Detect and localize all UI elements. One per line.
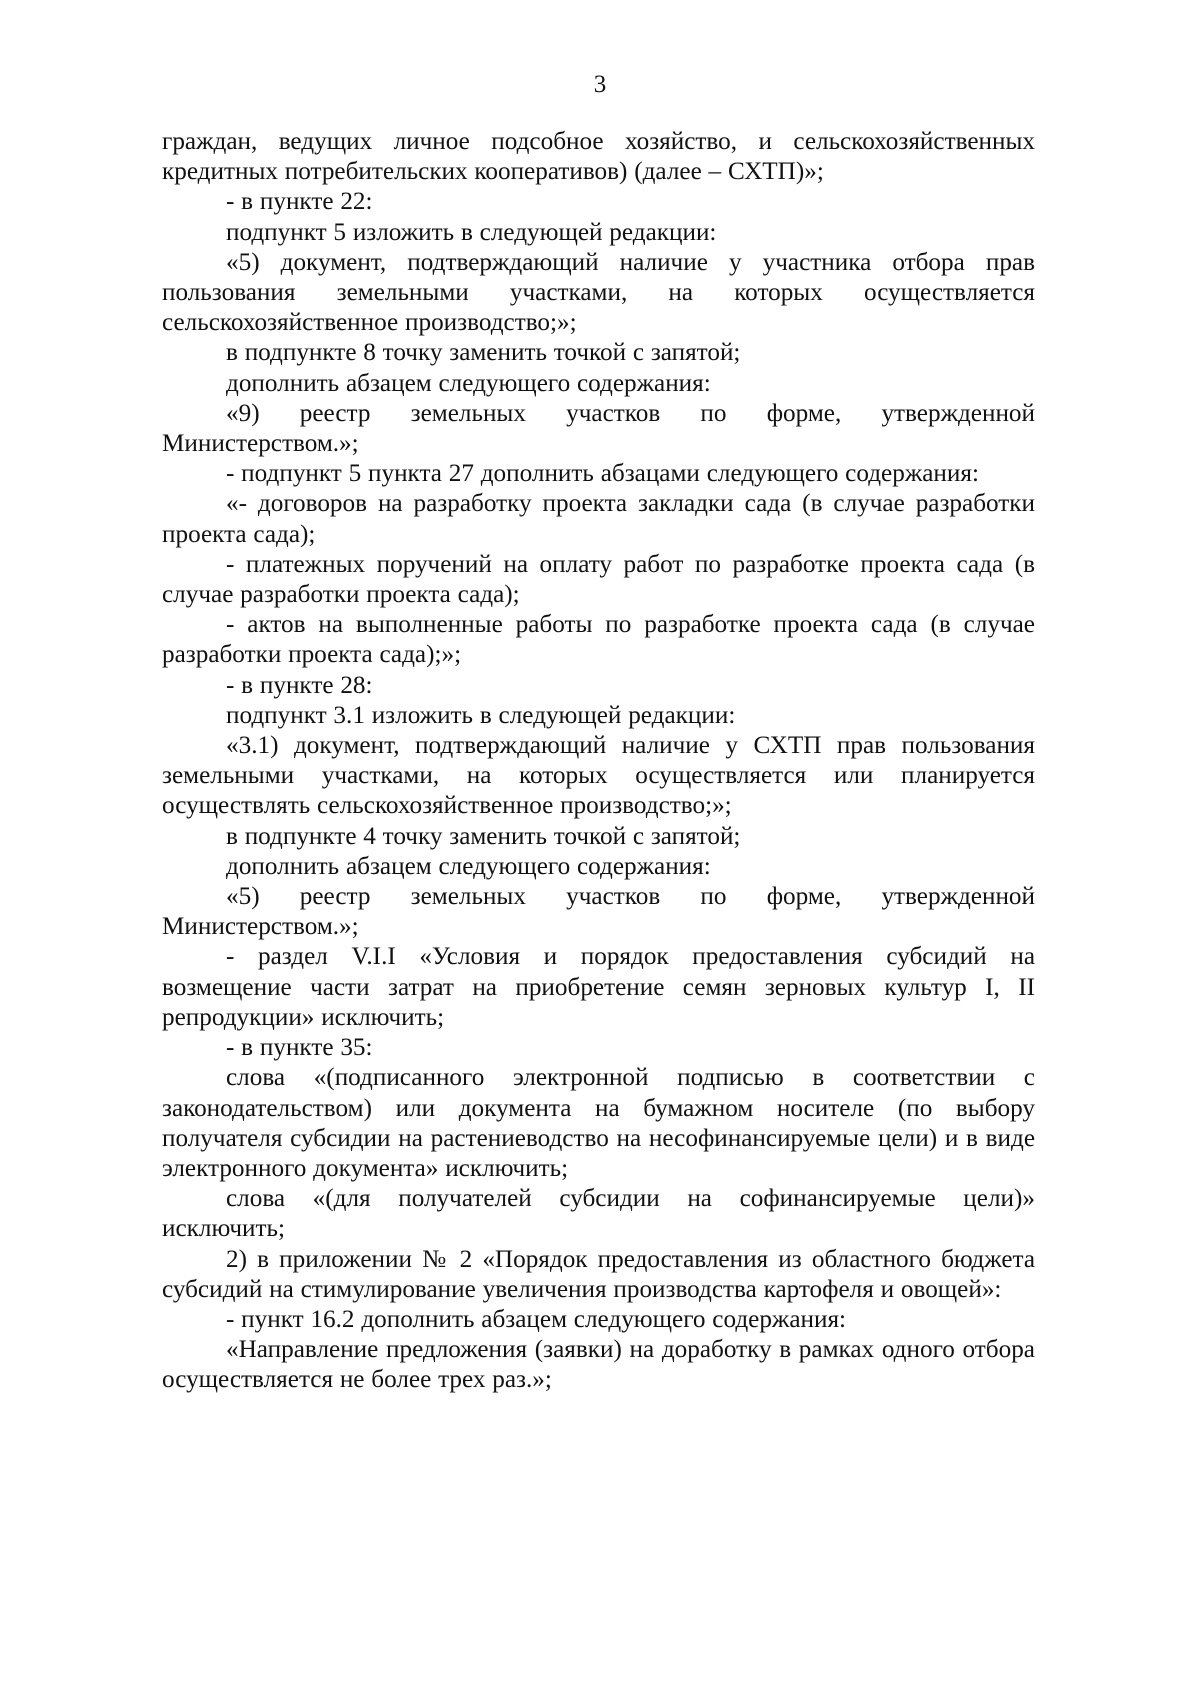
page-number: 3 xyxy=(593,71,607,98)
paragraph: слова «(для получателей субсидии на софинансируемые цели)» исключить; xyxy=(162,1185,1035,1243)
paragraph: - раздел V.I.I «Условия и порядок предоставления субсидий на возмещение части затрат на приобретение семян зерновых культур I, II репродукции» исключить; xyxy=(162,943,1035,1031)
paragraph: дополнить абзацем следующего содержания: xyxy=(226,852,711,880)
paragraph: «3.1) документ, подтверждающий наличие у СХТП прав пользования земельными участками, на которых осуществляется или планируется осуществлять сельскохозяйственное производство;»; xyxy=(162,732,1035,820)
paragraph: в подпункте 4 точку заменить точкой с запятой; xyxy=(226,822,741,850)
paragraph: граждан, ведущих личное подсобное хозяйство, и сельскохозяйственных кредитных потребительских кооперативов) (далее – СХТП)»; xyxy=(162,128,1035,186)
paragraph: - подпункт 5 пункта 27 дополнить абзацами следующего содержания: xyxy=(226,460,979,488)
paragraph: подпункт 3.1 изложить в следующей редакции: xyxy=(226,701,736,729)
paragraph: подпункт 5 изложить в следующей редакции: xyxy=(226,218,717,246)
paragraph: в подпункте 8 точку заменить точкой с запятой; xyxy=(226,339,741,367)
paragraph: слова «(подписанного электронной подписью в соответствии с законодательством) или документа на бумажном носителе (по выбору получателя субсидии на растениеводство на несофинансируемые цели) и в виде электронного документа» исключить; xyxy=(162,1064,1035,1182)
paragraph: «Направление предложения (заявки) на доработку в рамках одного отбора осуществляется не более трех раз.»; xyxy=(162,1336,1035,1394)
paragraph: - в пункте 35: xyxy=(226,1034,373,1062)
paragraph: - актов на выполненные работы по разработке проекта сада (в случае разработки проекта сада);»; xyxy=(162,611,1035,669)
paragraph: - пункт 16.2 дополнить абзацем следующего содержания: xyxy=(226,1305,847,1333)
document-body xyxy=(162,127,1035,1396)
paragraph: - в пункте 22: xyxy=(226,188,373,216)
paragraph: дополнить абзацем следующего содержания: xyxy=(226,369,711,397)
paragraph: «5) реестр земельных участков по форме, утвержденной Министерством.»; xyxy=(162,883,1035,941)
paragraph: «5) документ, подтверждающий наличие у участника отбора прав пользования земельными участками, на которых осуществляется сельскохозяйственное производство;»; xyxy=(162,248,1035,337)
paragraph: «- договоров на разработку проекта закладки сада (в случае разработки проекта сада); xyxy=(162,490,1035,548)
paragraph: «9) реестр земельных участков по форме, утвержденной Министерством.»; xyxy=(162,399,1035,458)
paragraph: - в пункте 28: xyxy=(226,671,373,699)
paragraph: 2) в приложении № 2 «Порядок предоставления из областного бюджета субсидий на стимулирование увеличения производства картофеля и овощей»: xyxy=(162,1245,1035,1303)
paragraph: - платежных поручений на оплату работ по разработке проекта сада (в случае разработки проекта сада); xyxy=(162,550,1035,609)
